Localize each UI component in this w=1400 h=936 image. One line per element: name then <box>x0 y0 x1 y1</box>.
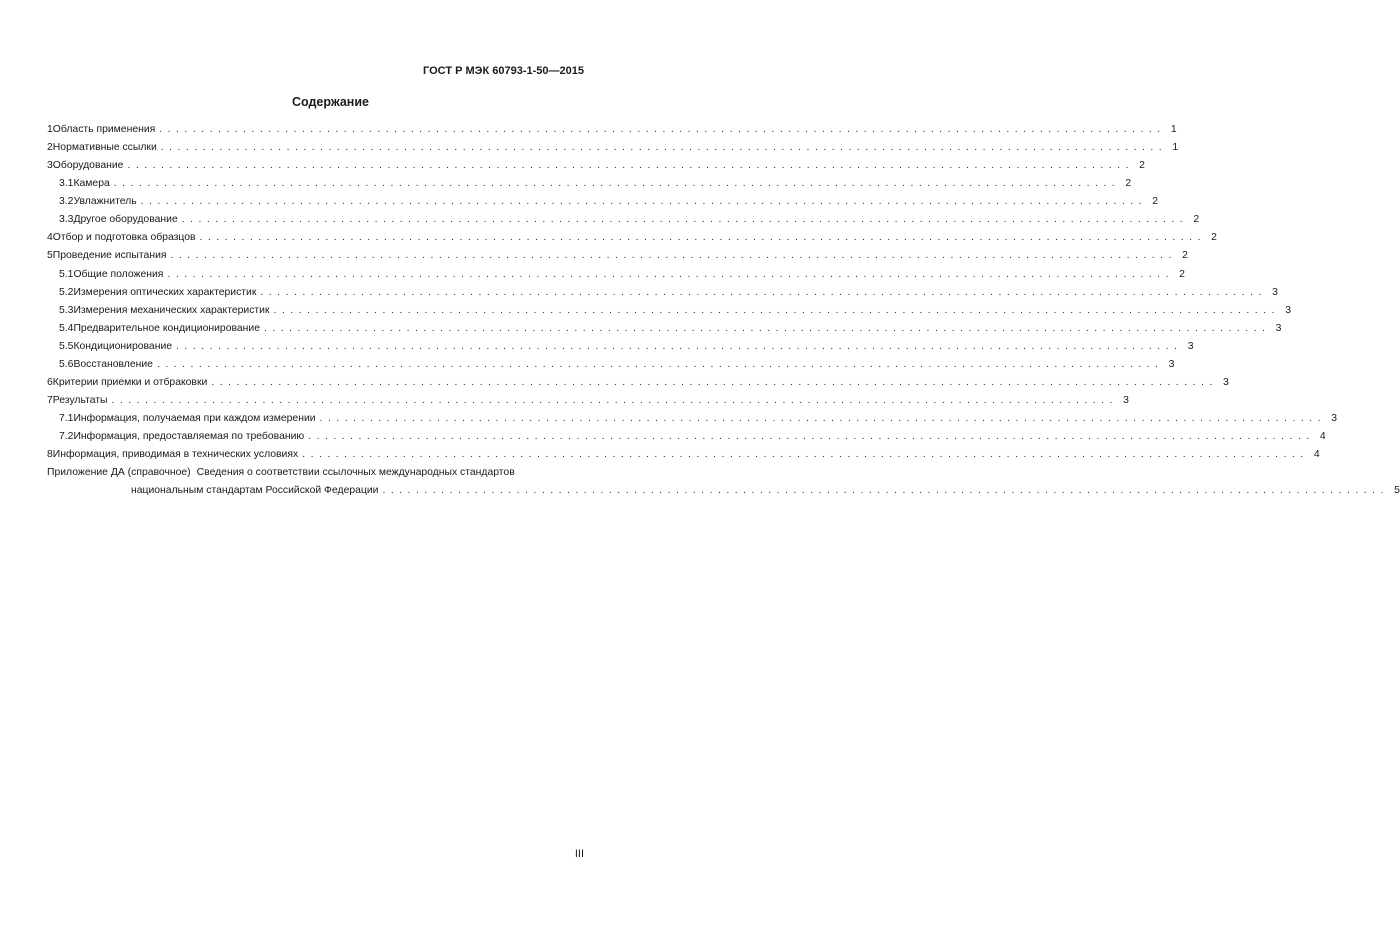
toc-entry-page: 2 <box>1139 160 1145 172</box>
toc-entry[interactable] <box>47 446 1320 464</box>
toc-entry[interactable] <box>47 193 1159 211</box>
toc-entry-page: 2 <box>1125 178 1132 190</box>
dot-leader: ........................................................................................................................ <box>211 376 1218 388</box>
toc-entry-title: Информация, предоставляемая по требованию <box>73 431 305 443</box>
dot-leader: ........................................................................................................................ <box>382 485 1389 497</box>
toc-entry-page: 4 <box>1319 431 1326 443</box>
toc-entry-number: 1 <box>47 124 53 135</box>
toc-entry-page: 2 <box>1193 214 1200 226</box>
toc-entry[interactable] <box>47 247 1188 265</box>
toc-entry[interactable] <box>47 428 1326 446</box>
page-number: III <box>574 848 584 860</box>
toc-entry-title: Измерения механических характеристик <box>73 304 270 316</box>
toc-entry-title: Общие положения <box>73 268 164 280</box>
toc-entry-number: 7 <box>47 394 53 406</box>
toc-entry-page: 4 <box>1313 449 1320 461</box>
toc-entry-title: Проведение испытания <box>52 250 167 262</box>
appendix-label: Приложение ДА (справочное) <box>47 467 191 479</box>
toc-entry[interactable] <box>47 266 1185 284</box>
toc-entry-number: 3 <box>47 160 53 172</box>
toc-entry-number: 7.1 <box>59 413 74 424</box>
toc-entry-title: Кондиционирование <box>73 340 173 352</box>
toc-entry[interactable] <box>47 211 1200 229</box>
dot-leader: ........................................................................................................................ <box>308 431 1315 443</box>
toc-entry-page: 2 <box>1179 268 1185 280</box>
dot-leader: ........................................................................................................................ <box>273 304 1280 316</box>
dot-leader: ........................................................................................................................ <box>170 250 1177 262</box>
toc-entry-title: Камера <box>73 178 110 190</box>
dot-leader: ........................................................................................................................ <box>264 322 1271 334</box>
toc-entry[interactable] <box>47 338 1194 356</box>
toc-appendix-entry[interactable] <box>47 464 1400 500</box>
toc-entry-page: 3 <box>1275 322 1282 334</box>
dot-leader: ........................................................................................................................ <box>111 394 1118 406</box>
toc-entry-page: 3 <box>1123 394 1129 406</box>
appendix-page-number: 5 <box>1394 485 1400 497</box>
toc-entry-title: Отбор и подготовка образцов <box>52 232 196 244</box>
toc-entry-page: 3 <box>1331 413 1337 424</box>
appendix-title-line2: национальным стандартам Российской Федерации <box>131 485 379 497</box>
toc-entry-title: Измерения оптических характеристик <box>73 286 257 298</box>
dot-leader: ........................................................................................................................ <box>140 196 1148 208</box>
toc-entry-page: 3 <box>1222 376 1229 388</box>
toc-entry-number: 8 <box>47 449 53 461</box>
toc-entry-title: Информация, получаемая при каждом измерении <box>73 413 316 424</box>
toc-entry-number: 3.1 <box>59 178 74 190</box>
toc-entry-page: 2 <box>1152 196 1159 208</box>
toc-entry[interactable] <box>47 356 1175 374</box>
toc-entry[interactable] <box>47 320 1282 338</box>
dot-leader: ........................................................................................................................ <box>199 232 1206 244</box>
dot-leader: ........................................................................................................................ <box>319 413 1326 424</box>
toc-entry-number: 7.2 <box>59 431 74 443</box>
dot-leader: ........................................................................................................................ <box>159 124 1166 135</box>
toc-entry[interactable] <box>47 284 1278 302</box>
toc-entry-number: 5.5 <box>59 340 74 352</box>
toc-entry[interactable] <box>47 157 1145 175</box>
toc-entry-title: Другое оборудование <box>73 214 178 226</box>
toc-entry-title: Область применения <box>52 124 156 135</box>
toc-entry-page: 2 <box>1182 250 1188 262</box>
toc-entry[interactable] <box>47 392 1129 410</box>
toc-entry-title: Информация, приводимая в технических условиях <box>52 449 299 461</box>
toc-entry-title: Увлажнитель <box>73 196 137 208</box>
toc-entry-number: 5.2 <box>59 286 74 298</box>
dot-leader: ........................................................................................................................ <box>127 160 1134 172</box>
toc-entry-number: 4 <box>47 232 53 244</box>
toc-entry-number: 3.3 <box>59 214 74 226</box>
toc-entry-page: 1 <box>1170 124 1177 135</box>
toc-entry-number: 2 <box>47 142 53 154</box>
toc-entry[interactable] <box>47 139 1179 157</box>
dot-leader: ........................................................................................................................ <box>260 286 1267 298</box>
dot-leader: ........................................................................................................................ <box>302 449 1309 461</box>
toc-entry-number: 5 <box>47 250 53 262</box>
dot-leader: ........................................................................................................................ <box>156 358 1164 370</box>
toc-entry[interactable] <box>47 229 1217 247</box>
toc-entry-number: 3.2 <box>59 196 74 208</box>
appendix-title-line1: Сведения о соответствии ссылочных международных стандартов <box>196 467 515 479</box>
dot-leader: ........................................................................................................................ <box>167 268 1174 280</box>
toc-entry-page: 1 <box>1172 142 1179 154</box>
toc-entry[interactable] <box>47 410 1337 428</box>
dot-leader: ........................................................................................................................ <box>176 340 1183 352</box>
toc-entry[interactable] <box>47 374 1229 392</box>
toc-entry-title: Предварительное кондиционирование <box>73 322 260 334</box>
toc-entry-page: 3 <box>1187 340 1194 352</box>
toc-entry-title: Оборудование <box>52 160 124 172</box>
toc-entry-number: 5.3 <box>59 304 74 316</box>
toc-title: Содержание <box>291 95 369 109</box>
toc-entry-title: Восстановление <box>73 358 153 370</box>
toc-entry-number: 6 <box>47 376 53 388</box>
toc-entry-page: 2 <box>1211 232 1217 244</box>
toc-entry-title: Критерии приемки и отбраковки <box>52 376 208 388</box>
toc-entry-number: 5.6 <box>59 358 74 370</box>
table-of-contents <box>47 121 1400 500</box>
toc-entry-number: 5.4 <box>59 322 74 334</box>
dot-leader: ........................................................................................................................ <box>113 178 1121 190</box>
toc-entry-title: Нормативные ссылки <box>52 142 157 154</box>
toc-entry[interactable] <box>47 121 1177 139</box>
toc-entry-page: 3 <box>1272 286 1278 298</box>
toc-entry[interactable] <box>47 302 1291 320</box>
toc-entry-number: 5.1 <box>59 268 74 280</box>
toc-entry-page: 3 <box>1285 304 1291 316</box>
toc-entry-page: 3 <box>1168 358 1175 370</box>
toc-entry-title: Результаты <box>52 394 108 406</box>
toc-entry[interactable] <box>47 175 1132 193</box>
document-code: ГОСТ Р МЭК 60793-1-50—2015 <box>423 65 584 77</box>
dot-leader: ........................................................................................................................ <box>181 214 1189 226</box>
dot-leader: ........................................................................................................................ <box>160 142 1168 154</box>
